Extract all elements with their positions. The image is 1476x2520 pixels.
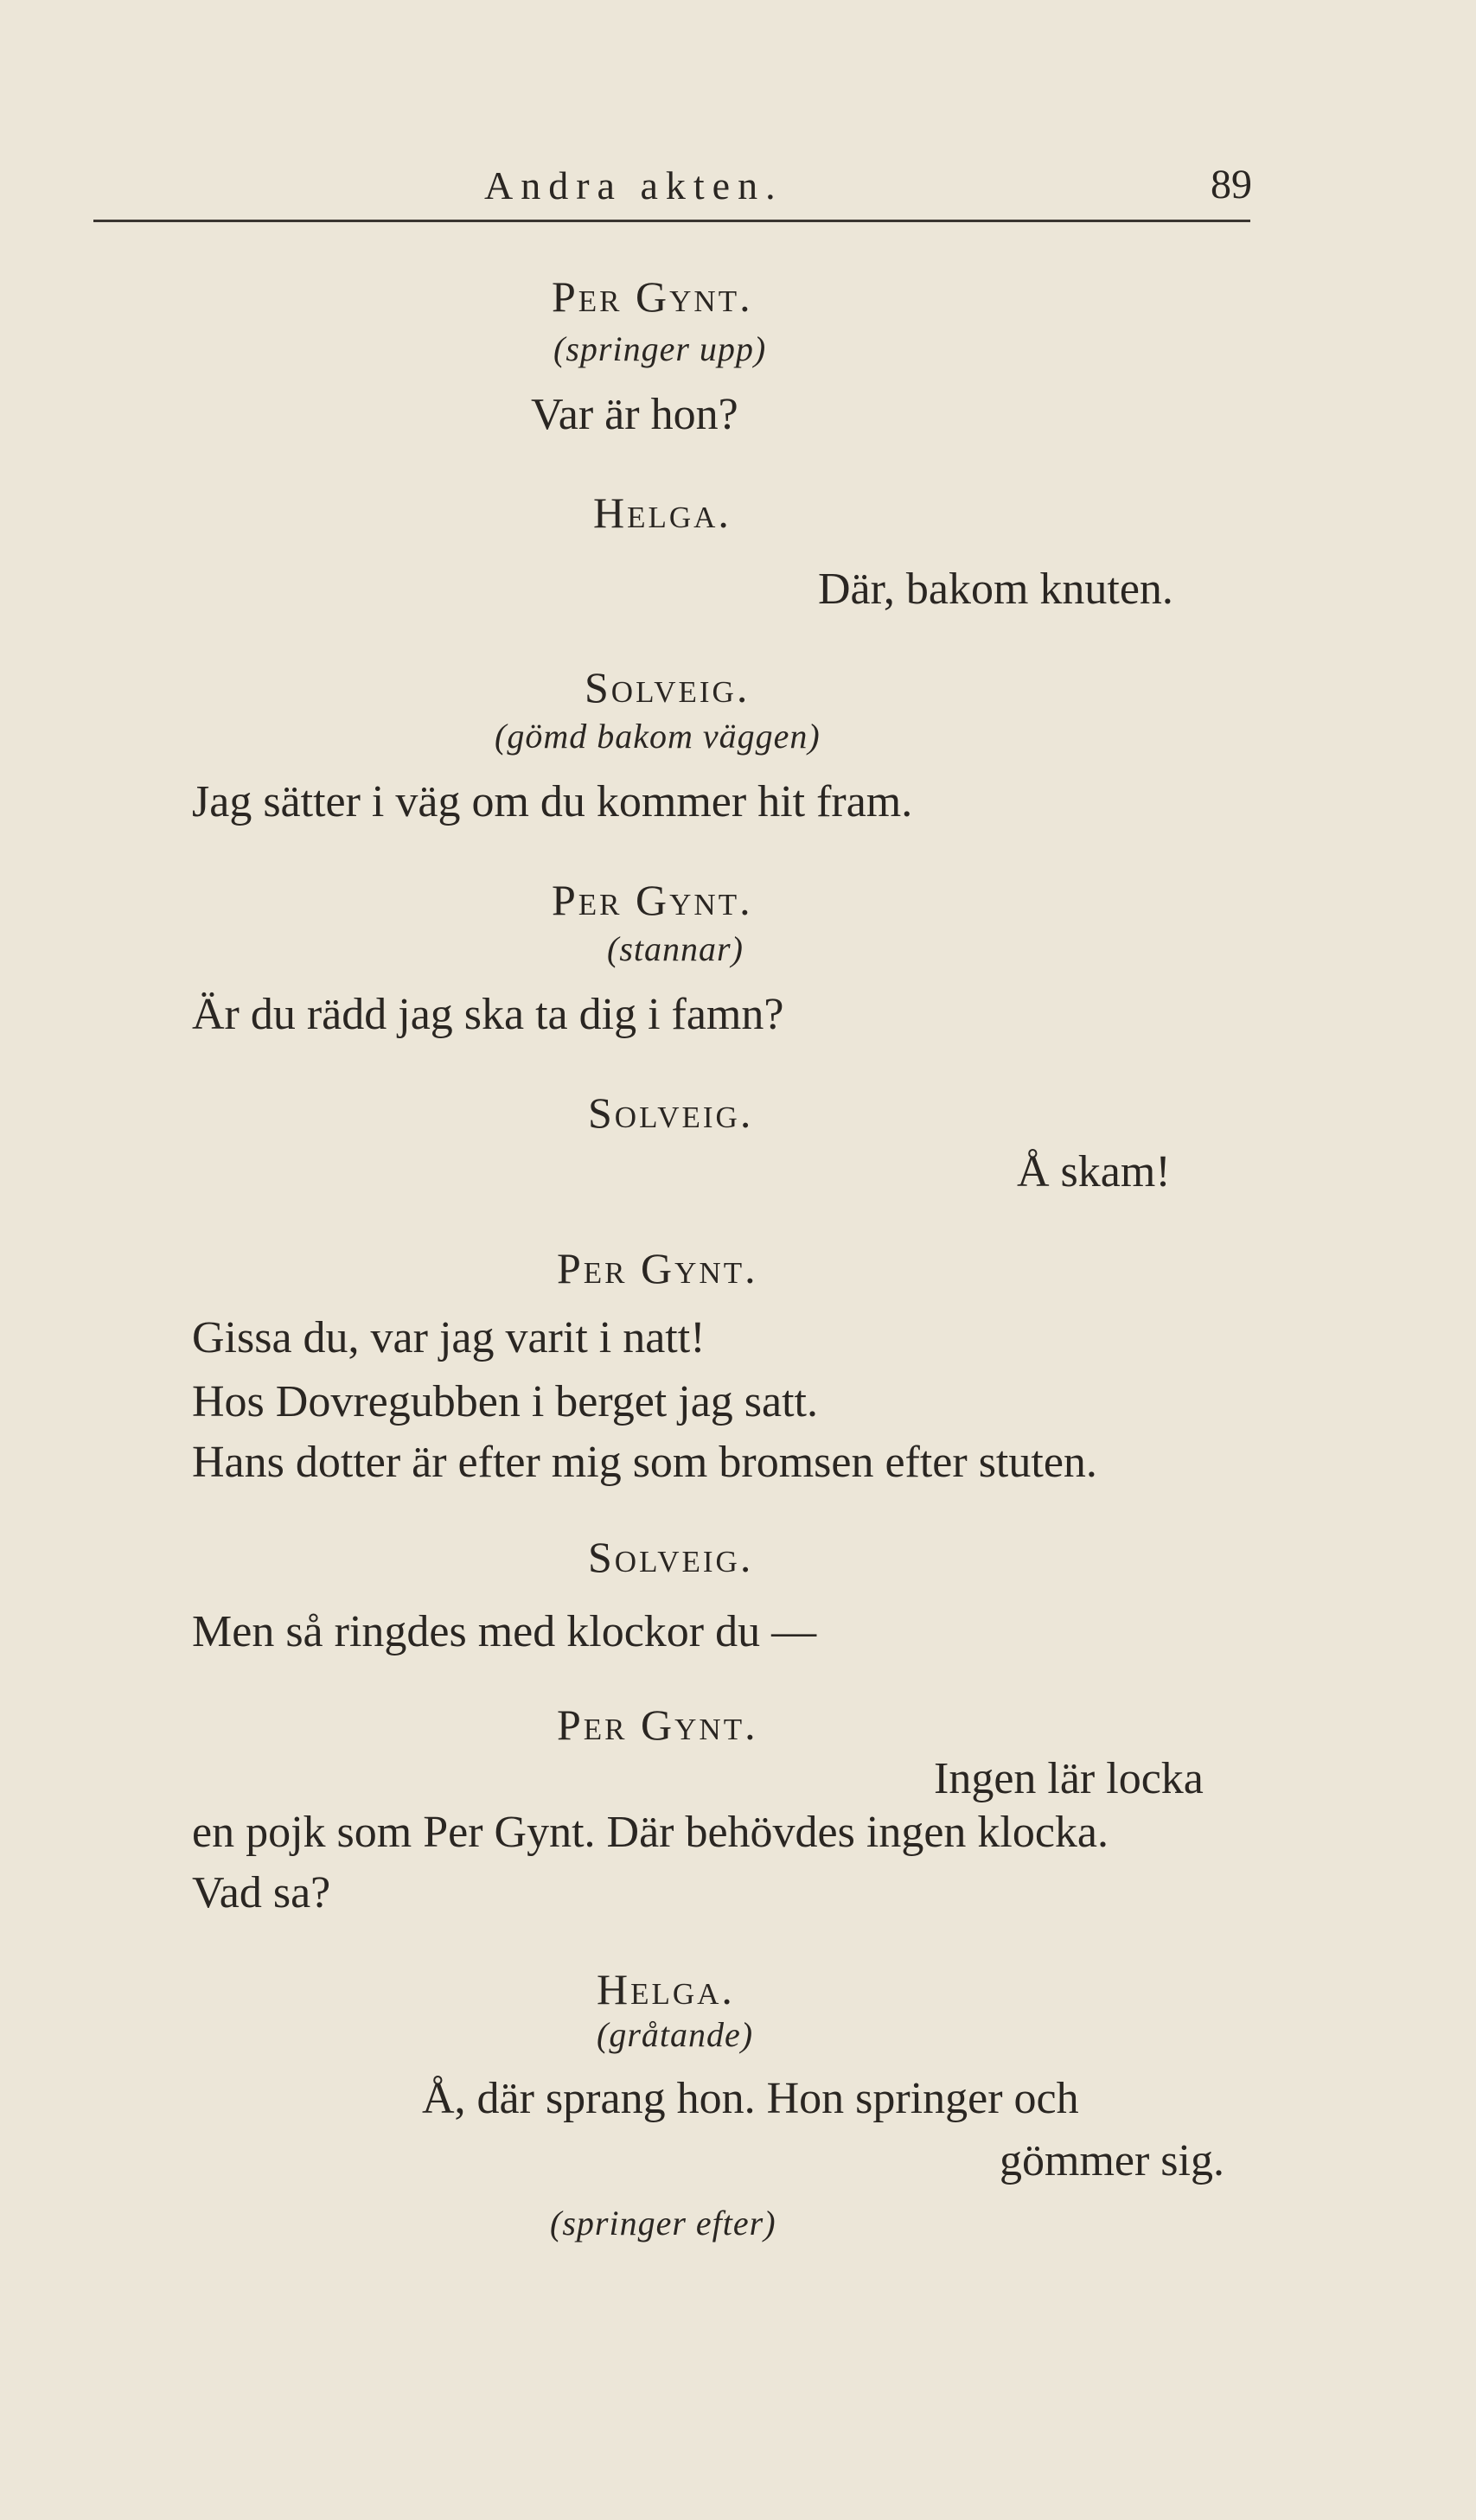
running-head: Andra akten. [484,163,783,207]
header-rule [93,220,1250,222]
page-number: 89 [1211,162,1252,207]
speaker-solveig: Solveig. [588,1088,754,1137]
dialogue-line: en pojk som Per Gynt. Där behövdes ingen klocka. [192,1808,1109,1857]
speaker-per-gynt: Per Gynt. [557,1244,758,1292]
speaker-solveig: Solveig. [588,1533,754,1581]
speaker-per-gynt: Per Gynt. [552,272,753,321]
speaker-helga: Helga. [597,1965,735,2013]
stage-direction: (gråtande) [597,2015,754,2054]
speaker-solveig: Solveig. [585,663,751,711]
stage-direction: (springer efter) [550,2204,776,2242]
dialogue-line: Hans dotter är efter mig som bromsen efter stuten. [192,1438,1097,1487]
dialogue-line: Hos Dovregubben i berget jag satt. [192,1377,818,1426]
dialogue-line: Är du rädd jag ska ta dig i famn? [192,990,784,1039]
dialogue-line: Å, där sprang hon. Hon springer och [422,2074,1079,2123]
speaker-per-gynt: Per Gynt. [552,876,753,924]
dialogue-line: Där, bakom knuten. [818,565,1173,614]
dialogue-line: Å skam! [1017,1147,1171,1196]
dialogue-line: Men så ringdes med klockor du — [192,1607,817,1656]
dialogue-line: Var är hon? [531,390,738,439]
stage-direction: (gömd bakom väggen) [495,717,821,756]
dialogue-line: Ingen lär locka [934,1754,1204,1803]
stage-direction: (stannar) [607,929,744,968]
speaker-per-gynt: Per Gynt. [557,1700,758,1749]
dialogue-line: Jag sätter i väg om du kommer hit fram. [192,777,913,826]
stage-direction: (springer upp) [553,329,767,368]
dialogue-line: Gissa du, var jag varit i natt! [192,1313,706,1362]
dialogue-line: gömmer sig. [1000,2136,1224,2185]
speaker-helga: Helga. [593,488,732,537]
dialogue-line: Vad sa? [192,1868,331,1917]
